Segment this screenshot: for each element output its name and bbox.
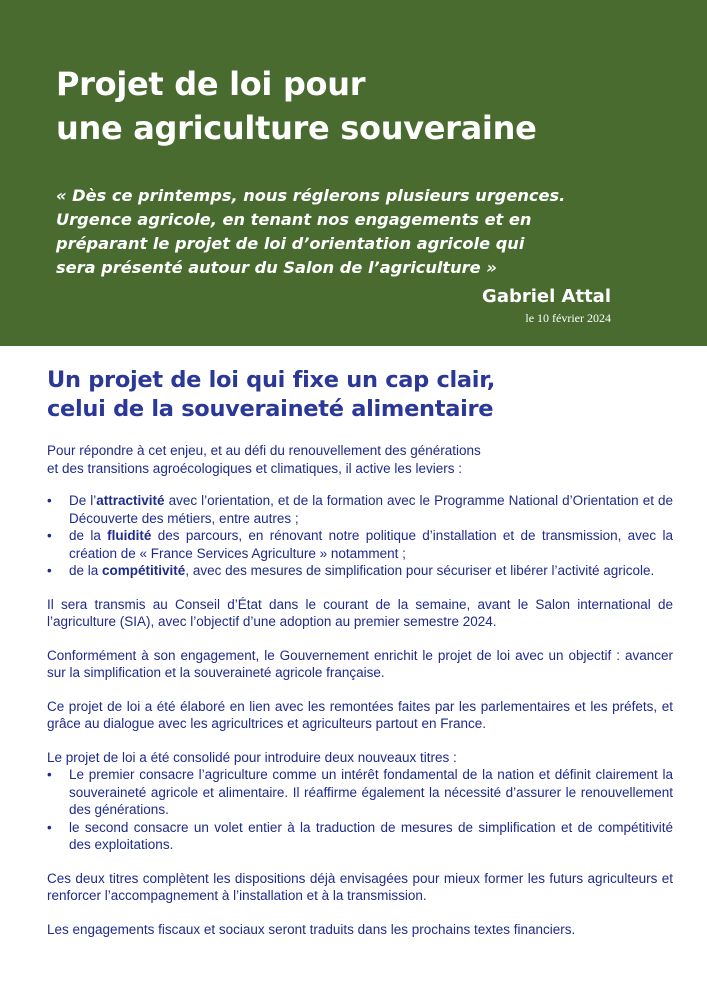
lever-post: , avec des mesures de simplification pour sécuriser et libérer l’activité agricole. [185,563,655,578]
quote-line-1: « Dès ce printemps, nous réglerons plusieurs urgences. [56,186,566,205]
header-banner [0,0,707,346]
lever-post: avec l’orientation, et de la formation avec le Programme National d’Orientation et de Découverte des métiers, entre autres ; [69,493,673,526]
intro-line-1: Pour répondre à cet enjeu, et au défi du renouvellement des générations [47,443,481,458]
quote-line-4: sera présenté autour du Salon de l’agriculture » [56,258,497,277]
bullet-icon: • [47,528,52,543]
quote [56,184,656,280]
intro-paragraph [47,442,673,477]
lever-keyword: fluidité [107,528,152,543]
paragraph-engagement: Conformément à son engagement, le Gouvernement enrichit le projet de loi avec un objectif : avancer sur la simplification et la souveraineté agricole française. [47,647,673,680]
heading-line-2: celui de la souveraineté alimentaire [47,396,494,422]
title-text: Le premier consacre l’agriculture comme un intérêt fondamental de la nation et définit clairement la souveraineté agricole et alimentaire. Il réaffirme également la nécessité d’assurer le renouvellement des générations. [69,767,673,817]
bullet-icon: • [47,493,52,508]
paragraph-elabore: Ce projet de loi a été élaboré en lien avec les remontées faites par les parlementaires et les préfets, et grâce au dialogue avec les agricultrices et agriculteurs partout en France. [47,698,673,731]
title-line-1: Projet de loi pour [56,65,366,103]
main-content [47,366,673,938]
page-title [56,62,536,150]
list-item-attractivite [47,492,673,527]
quote-line-3: préparant le projet de loi d’orientation agricole qui [56,234,525,253]
paragraph-transmis: Il sera transmis au Conseil d’État dans le courant de la semaine, avant le Salon international de l’agriculture (SIA), avec l’objectif d’une adoption au premier semestre 2024. [47,596,673,629]
section-heading [47,366,673,424]
list-item-competitivite [47,562,673,580]
quote-author: Gabriel Attal [482,286,611,307]
list-item-fluidite [47,527,673,562]
lever-pre: De l’ [69,493,97,508]
lever-keyword: compétitivité [102,563,186,578]
paragraph-consolide: Le projet de loi a été consolidé pour introduire deux nouveaux titres : [47,749,457,765]
titles-list [47,766,673,854]
list-item-second-titre [47,819,673,854]
quote-line-2: Urgence agricole, en tenant nos engagements et en [56,210,532,229]
paragraph-complement: Ces deux titres complètent les dispositions déjà envisagées pour mieux former les futurs agriculteurs et renforcer l’accompagnement à l’installation et à la transmission. [47,870,673,903]
lever-keyword: attractivité [96,493,165,508]
list-item-premier-titre [47,766,673,819]
paragraph-fiscaux: Les engagements fiscaux et sociaux seront traduits dans les prochains textes financiers. [47,921,576,937]
intro-line-2: et des transitions agroécologiques et climatiques, il active les leviers : [47,460,462,476]
lever-post: des parcours, en rénovant notre politique d’installation et de transmission, avec la création de « France Services Agriculture » notamment ; [69,528,674,561]
title-text: le second consacre un volet entier à la traduction de mesures de simplification et de compétitivité des exploitations. [69,819,673,852]
quote-date: le 10 février 2024 [525,311,611,325]
bullet-icon: • [47,767,52,782]
levers-list [47,492,673,580]
lever-pre: de la [69,528,108,543]
lever-pre: de la [69,563,103,578]
title-line-2: une agriculture souveraine [56,109,537,147]
heading-line-1: Un projet de loi qui fixe un cap clair, [47,367,495,393]
bullet-icon: • [47,563,52,578]
bullet-icon: • [47,819,52,835]
